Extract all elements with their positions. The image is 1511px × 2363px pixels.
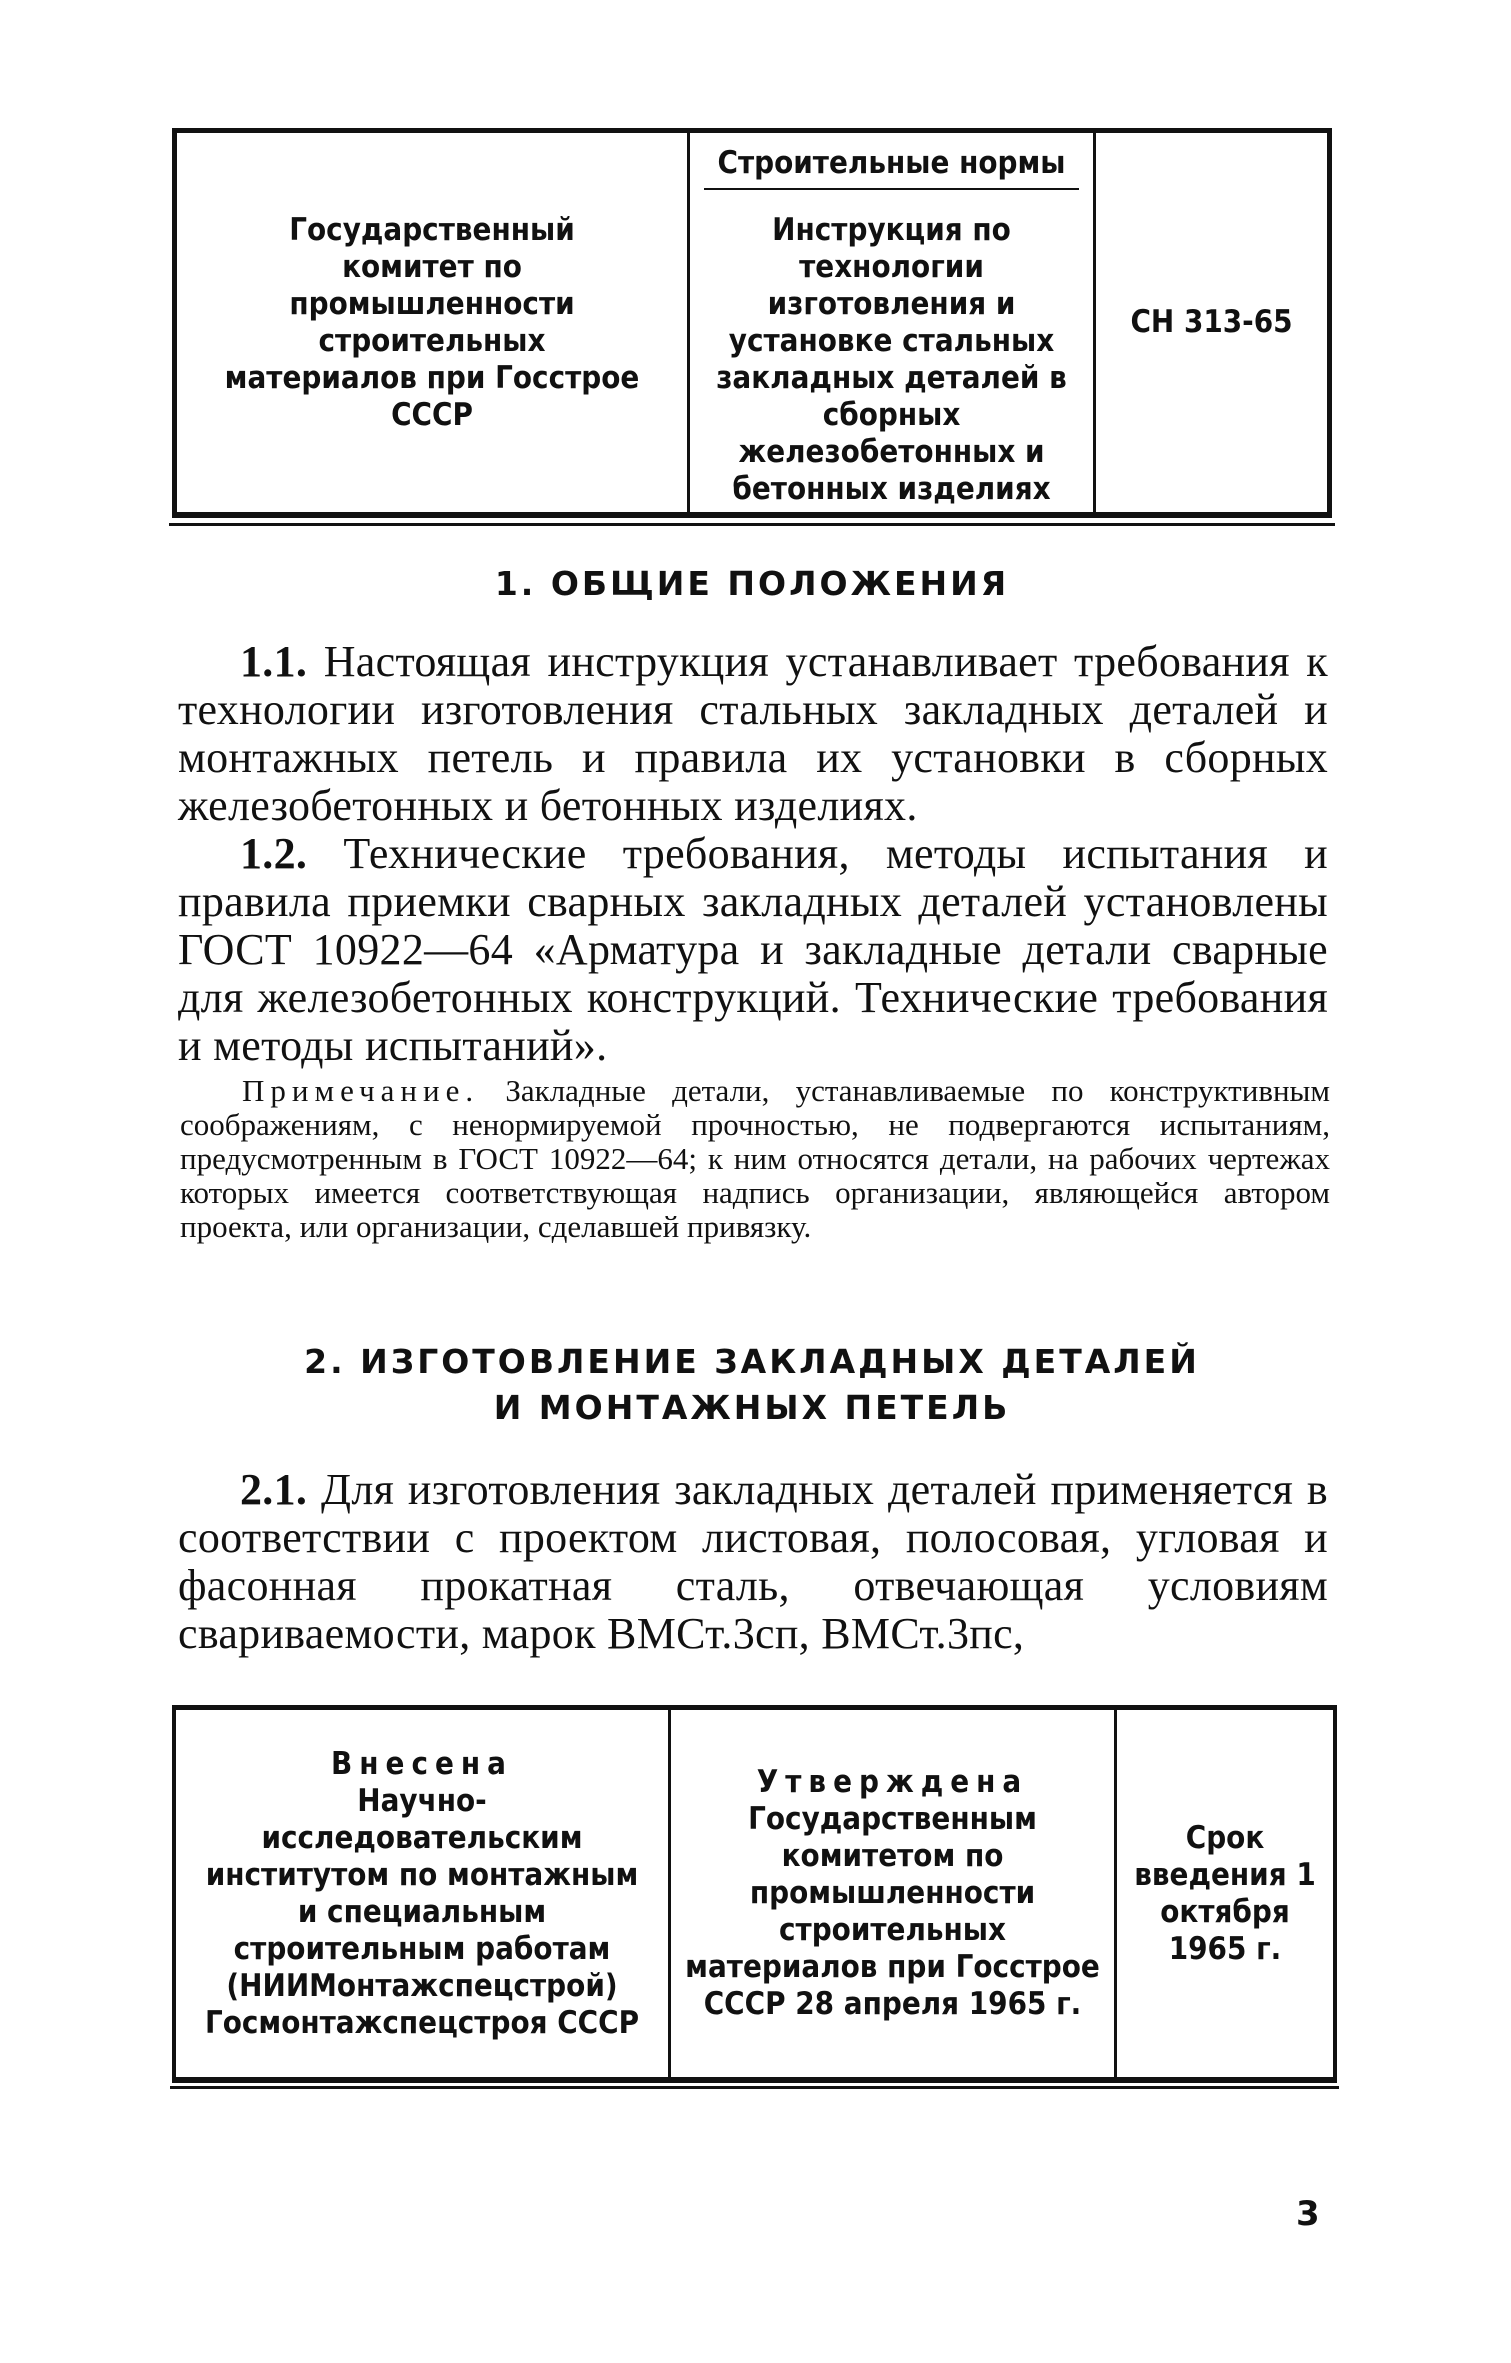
paragraph-number: 1.1. [240,637,308,686]
note-label: Примечание. [242,1073,480,1108]
footer-table [172,1705,1337,2083]
approved-cell [671,1710,1117,2077]
approved-by: Государственным комитетом по промышленности строительных материалов при Госстрое СССР 28 апреля 1965 г. [685,1801,1100,2022]
committee-name: Государственный комитет по промышленности строительных материалов при Госстрое СССР [224,211,640,433]
paragraph-text: Настоящая инструкция устанавливает требования к технологии изготовления стальных закладных деталей и монтажных петель и правила их установки в сборных железобетонных и бетонных изделиях. [178,637,1328,830]
note-text: Закладные детали, устанавливаемые по конструктивным соображениям, с ненормируемой прочностью, не подвергаются испытаниям, предусмотренным в ГОСТ 10922—64; к ним относятся детали, на рабочих чертежах которых имеется соответствующая надпись организации, являющейся автором проекта, или организации, сделавшей привязку. [180,1073,1330,1244]
effective-cell [1117,1710,1333,2077]
paragraph-text: Технические требования, методы испытания и правила приемки сварных закладных деталей установлены ГОСТ 10922—64 «Арматура и закладные детали сварные для железобетонных конструкций. Технические требования и методы испытаний». [178,829,1328,1070]
instruction-title: Инструкция по технологии изготовления и установке стальных закладных деталей в сборных железобетонных и бетонных изделиях [716,212,1067,507]
paragraph-number: 1.2. [240,829,308,878]
page-number: 3 [1296,2194,1320,2234]
paragraph-text: Для изготовления закладных деталей применяется в соответствии с проектом листовая, полосовая, угловая и фасонная прокатная сталь, отвечающая условиям свариваемости, марок ВМСт.3сп, ВМСт.3пс, [178,1465,1328,1658]
instruction-cell [690,133,1096,512]
code-cell [1096,133,1327,512]
paragraph-1-1 [178,638,1328,830]
header-table [172,128,1332,518]
section-2-heading-line-1: 2. ИЗГОТОВЛЕНИЕ ЗАКЛАДНЫХ ДЕТАЛЕЙ [304,1342,1200,1381]
document-code: СН 313-65 [1130,304,1293,340]
effective-date: Срок введения 1 октября 1965 г. [1134,1819,1316,1967]
submitted-by: Научно-исследовательским институтом по монтажным и специальным строительным работам (НИИМонтажспецстрой) Госмонтажспецстроя СССР [204,1782,640,2041]
note [180,1074,1330,1244]
submitted-block [202,1746,642,2042]
approved-block [683,1764,1103,2023]
paragraph-2-1 [178,1466,1328,1658]
submitted-cell [176,1710,671,2077]
section-1-heading: 1. ОБЩИЕ ПОЛОЖЕНИЯ [494,564,1010,603]
committee-cell [177,133,690,512]
section-2-heading-line-2: И МОНТАЖНЫХ ПЕТЕЛЬ [493,1388,1011,1427]
submitted-label: Внесена [331,1745,513,1782]
approved-label: Утверждена [756,1764,1029,1800]
paragraph-number: 2.1. [240,1465,308,1514]
paragraph-1-2 [178,830,1328,1070]
norms-label: Строительные нормы [704,145,1080,190]
